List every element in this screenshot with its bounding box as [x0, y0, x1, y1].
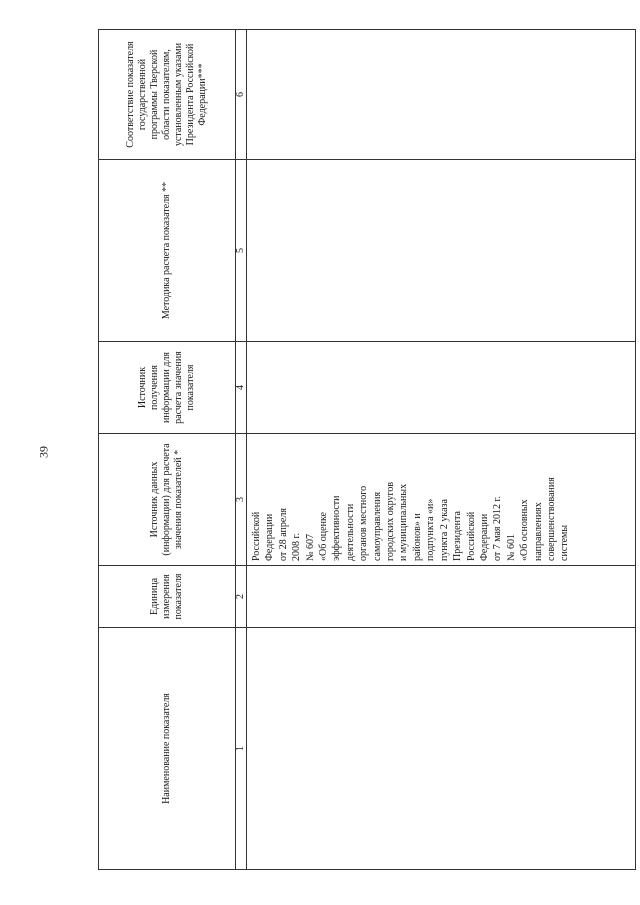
cell-compliance — [247, 30, 636, 160]
header-row — [99, 30, 236, 870]
column-number-5: 5 — [236, 160, 247, 342]
header-info-source: Источник получения информации для расчета значения показателя — [99, 342, 236, 434]
cell-unit — [247, 566, 636, 628]
page-number: 39 — [36, 446, 51, 458]
header-unit: Единица измерения показателя — [99, 566, 236, 628]
column-number-row — [236, 30, 247, 870]
header-data-source: Источник данных (информации) для расчета значения показателей * — [99, 434, 236, 566]
column-number-1: 1 — [236, 628, 247, 870]
cell-indicator-name — [247, 628, 636, 870]
column-number-2: 2 — [236, 566, 247, 628]
column-number-4: 4 — [236, 342, 247, 434]
column-number-3: 3 — [236, 434, 247, 566]
header-indicator-name: Наименование показателя — [99, 628, 236, 870]
indicator-table — [98, 29, 636, 870]
cell-methodology — [247, 160, 636, 342]
table-row — [247, 30, 636, 870]
header-methodology: Методика расчета показателя ** — [99, 160, 236, 342]
header-compliance: Соответствие показателя государственной программы Тверской области показателям, установленным указами Президента Российской Федерации*** — [99, 30, 236, 160]
column-number-6: 6 — [236, 30, 247, 160]
cell-info-source — [247, 342, 636, 434]
rotated-table-container — [98, 30, 630, 870]
cell-data-source: Российской Федерации от 28 апреля 2008 г. № 607 «Об оценке эффективности деятельности органов местного самоуправления городских округов и муниципальных районов» и подпункта «и» пункта 2 указа Президента Российской Федерации от 7 мая 2012 г. № 601 «Об основных направлениях совершенствования системы — [247, 434, 636, 566]
